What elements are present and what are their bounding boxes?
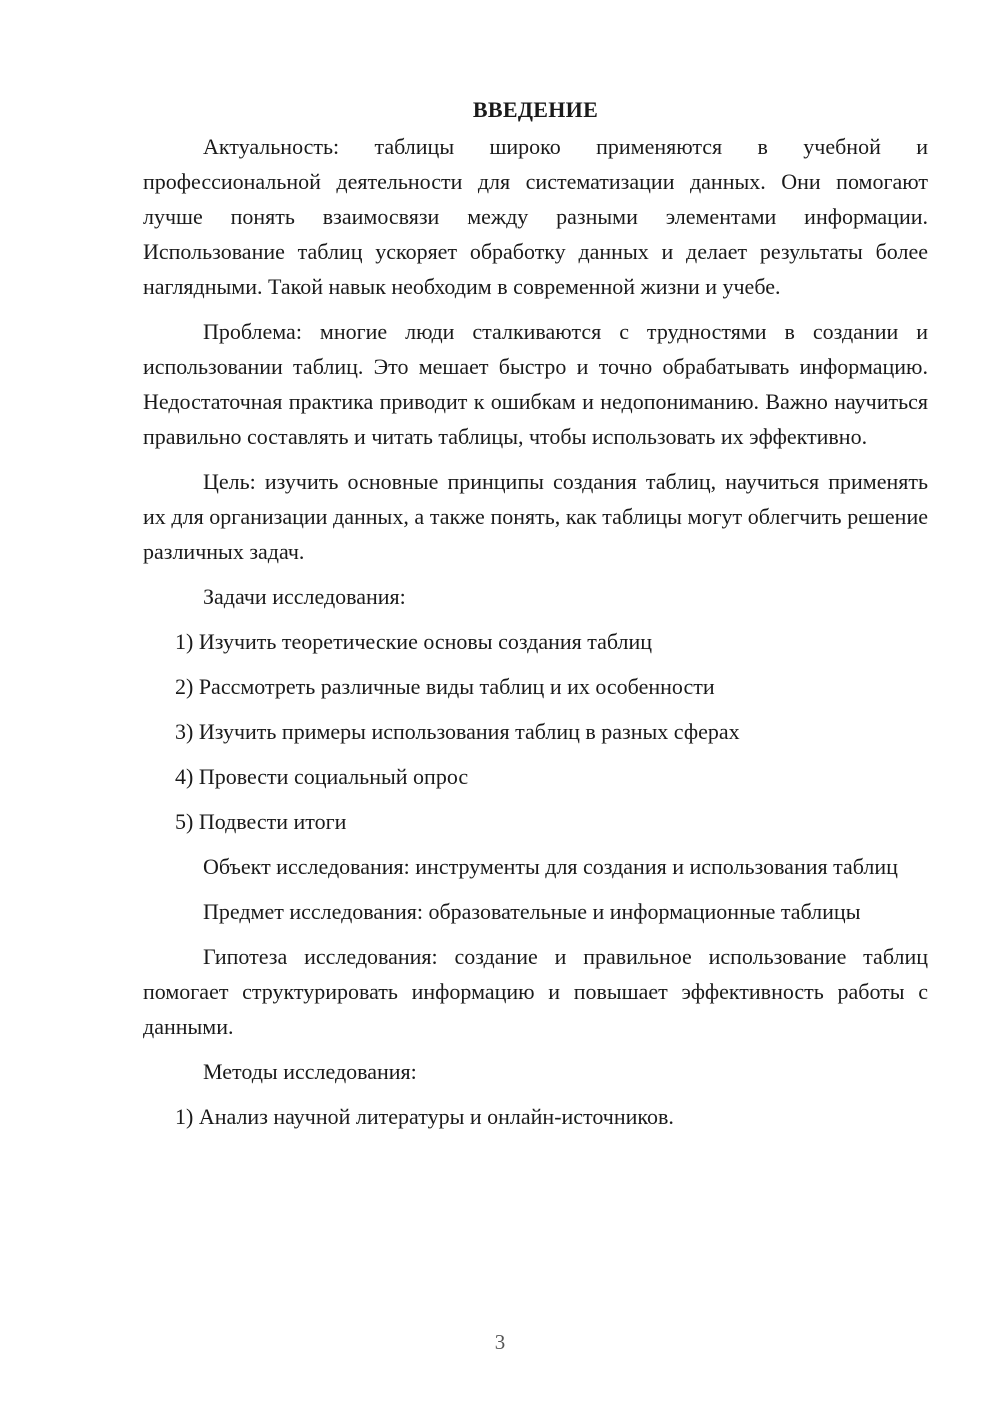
hypothesis-paragraph: Гипотеза исследования: создание и правильное использование таблиц помогает структурировать информацию и повышает эффективность работы с данными. xyxy=(143,944,928,1039)
goal-paragraph: Цель: изучить основные принципы создания таблиц, научиться применять их для организации данных, а также понять, как таблицы могут облегчить решение различных задач. xyxy=(143,469,928,564)
tasks-label: Задачи исследования: xyxy=(203,584,406,609)
methods-list xyxy=(143,1099,928,1134)
list-item: 1) Анализ научной литературы и онлайн-источников. xyxy=(175,1104,674,1129)
list-item: 5) Подвести итоги xyxy=(175,809,347,834)
document-page xyxy=(143,92,928,1144)
list-item: 1) Изучить теоретические основы создания таблиц xyxy=(175,629,653,654)
tasks-list xyxy=(143,624,928,839)
page-number: 3 xyxy=(494,1330,506,1354)
relevance-paragraph: Актуальность: таблицы широко применяются в учебной и профессиональной деятельности для систематизации данных. Они помогают лучше понять взаимосвязи между разными элементами информации. Использование таблиц ускоряет обработку данных и делает результаты более наглядными. Такой навык необходим в современной жизни и учебе. xyxy=(143,134,928,299)
problem-paragraph: Проблема: многие люди сталкиваются с трудностями в создании и использовании таблиц. Это мешает быстро и точно обрабатывать информацию. Недостаточная практика приводит к ошибкам и недопониманию. Важно научиться правильно составлять и читать таблицы, чтобы использовать их эффективно. xyxy=(143,319,928,449)
subject-paragraph: Предмет исследования: образовательные и информационные таблицы xyxy=(203,899,861,924)
list-item: 2) Рассмотреть различные виды таблиц и их особенности xyxy=(175,674,715,699)
section-title: ВВЕДЕНИЕ xyxy=(472,97,599,122)
list-item: 4) Провести социальный опрос xyxy=(175,764,469,789)
methods-label: Методы исследования: xyxy=(203,1059,417,1084)
list-item: 3) Изучить примеры использования таблиц в разных сферах xyxy=(175,719,740,744)
object-paragraph: Объект исследования: инструменты для создания и использования таблиц xyxy=(203,854,898,879)
